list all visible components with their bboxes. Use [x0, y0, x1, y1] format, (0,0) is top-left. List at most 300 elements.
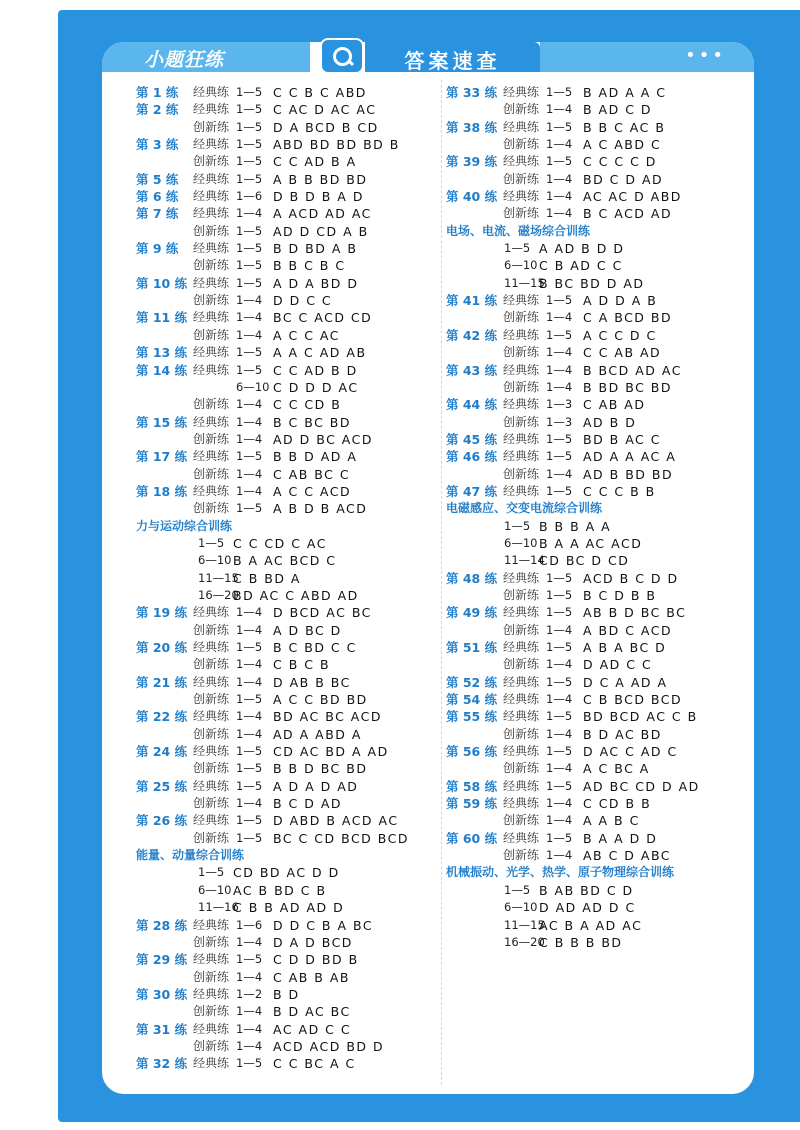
question-range: 1—5 [546, 85, 573, 99]
exercise-type: 创新练 [193, 830, 230, 845]
exercise-type: 经典练 [193, 917, 230, 932]
section-heading: 能量、动量综合训练 [136, 848, 245, 863]
answer-keys: B BD BC BD [583, 379, 672, 395]
exercise-type: 经典练 [503, 397, 540, 412]
question-range: 1—4 [236, 969, 263, 984]
exercise-type: 经典练 [193, 1056, 230, 1071]
exercise-type: 经典练 [503, 692, 540, 707]
answer-row [446, 674, 751, 691]
exercise-number: 第 14 练 [136, 362, 188, 378]
answer-row [136, 622, 436, 639]
answer-row [446, 379, 751, 396]
question-range: 1—5 [504, 518, 531, 533]
question-range: 16—20 [504, 934, 545, 949]
exercise-type: 创新练 [503, 761, 540, 776]
answer-row [446, 101, 751, 118]
answer-row [446, 882, 751, 899]
section-heading: 电磁感应、交变电流综合训练 [446, 501, 603, 516]
exercise-type: 创新练 [193, 223, 230, 238]
question-range: 1—5 [546, 449, 573, 464]
question-range: 1—5 [236, 154, 263, 169]
question-range: 1—4 [236, 483, 263, 498]
answer-row [446, 84, 751, 101]
question-range: 1—5 [236, 85, 263, 99]
exercise-type: 经典练 [193, 137, 230, 152]
question-range: 1—5 [236, 761, 263, 776]
exercise-type: 创新练 [193, 969, 230, 984]
exercise-type: 经典练 [503, 431, 540, 446]
exercise-type: 创新练 [503, 587, 540, 602]
exercise-type: 创新练 [503, 206, 540, 221]
exercise-number: 第 5 练 [136, 171, 179, 187]
exercise-number: 第 13 练 [136, 345, 188, 361]
answer-row [446, 257, 751, 274]
question-range: 1—5 [236, 119, 263, 134]
answer-row [136, 778, 436, 795]
exercise-number: 第 39 练 [446, 154, 498, 170]
answer-keys: A D A BD D [273, 275, 359, 291]
exercise-number: 第 48 练 [446, 570, 498, 586]
question-range: 1—5 [236, 102, 263, 117]
header-right-band [540, 42, 754, 72]
question-range: 1—4 [546, 189, 573, 204]
answer-keys: B C BC BD [273, 414, 352, 430]
answer-row [136, 136, 436, 153]
answer-keys: C C C B B [583, 483, 656, 499]
question-range: 1—5 [236, 813, 263, 828]
exercise-number: 第 10 练 [136, 275, 188, 291]
answer-keys: AC B A AD AC [539, 917, 643, 933]
question-range: 1—4 [236, 466, 263, 481]
exercise-type: 经典练 [503, 830, 540, 845]
answer-keys: B A A D D [583, 830, 658, 846]
answer-row [136, 327, 436, 344]
answer-keys: CD BC D CD [539, 553, 630, 569]
exercise-type: 创新练 [503, 171, 540, 186]
exercise-number: 第 33 练 [446, 85, 498, 100]
answer-row [136, 899, 436, 916]
answer-row [136, 552, 436, 569]
exercise-type: 经典练 [503, 605, 540, 620]
answer-row [136, 864, 436, 881]
exercise-type: 经典练 [503, 778, 540, 793]
answer-keys: A D BC D [273, 622, 342, 638]
question-range: 1—4 [546, 310, 573, 325]
answer-row [136, 882, 436, 899]
exercise-type: 创新练 [193, 397, 230, 412]
answer-row [136, 257, 436, 274]
exercise-number: 第 22 练 [136, 709, 188, 725]
answer-keys: C D D D AC [273, 379, 359, 395]
answer-row [136, 205, 436, 222]
answer-keys: D AC C AD C [583, 744, 678, 760]
answer-row [136, 1021, 436, 1038]
question-range: 1—5 [236, 345, 263, 360]
exercise-number: 第 26 练 [136, 813, 188, 829]
answer-keys: A C BC A [583, 761, 650, 777]
question-range: 1—4 [236, 397, 263, 412]
answer-row [136, 587, 436, 604]
answer-keys: C AB AD [583, 397, 646, 413]
answer-keys: C B BD A [233, 570, 301, 586]
question-range: 1—5 [236, 501, 263, 516]
exercise-number: 第 46 练 [446, 449, 498, 465]
question-range: 1—5 [236, 171, 263, 186]
answer-keys: C C CD B [273, 397, 342, 413]
question-range: 1—5 [546, 587, 573, 602]
answer-keys: B B B A A [539, 518, 612, 534]
answer-keys: A A B C [583, 813, 640, 829]
answer-keys: BD C D AD [583, 171, 664, 187]
answer-keys: C C CD C AC [233, 535, 327, 551]
exercise-number: 第 24 练 [136, 744, 188, 760]
question-range: 11—14 [504, 553, 545, 568]
answer-keys: AD D BC ACD [273, 431, 373, 447]
exercise-type: 创新练 [193, 431, 230, 446]
question-range: 1—4 [546, 345, 573, 360]
exercise-type: 创新练 [503, 102, 540, 117]
exercise-type: 经典练 [193, 102, 230, 117]
exercise-type: 经典练 [503, 362, 540, 377]
question-range: 1—5 [236, 223, 263, 238]
answer-keys: B BCD AD AC [583, 362, 682, 378]
exercise-type: 创新练 [193, 622, 230, 637]
question-range: 1—5 [236, 137, 263, 152]
header-title-tab [365, 42, 540, 72]
exercise-type: 经典练 [193, 85, 230, 99]
exercise-type: 创新练 [193, 1038, 230, 1053]
answer-row [136, 240, 436, 257]
answer-row [446, 119, 751, 136]
answer-row [446, 292, 751, 309]
question-range: 1—5 [546, 709, 573, 724]
answer-keys: AB B D BC BC [583, 605, 687, 621]
answer-row [136, 691, 436, 708]
question-range: 1—5 [504, 241, 531, 256]
answer-keys: D D C C [273, 293, 333, 309]
exercise-type: 经典练 [193, 640, 230, 654]
exercise-type: 经典练 [193, 414, 230, 429]
answer-keys: D AD C C [583, 657, 653, 673]
answer-row [446, 327, 751, 344]
answer-keys: D A D BCD [273, 934, 353, 950]
answer-keys: B C BD C C [273, 640, 357, 655]
question-range: 1—5 [546, 483, 573, 498]
question-range: 1—4 [546, 813, 573, 828]
exercise-type: 经典练 [503, 327, 540, 342]
exercise-type: 经典练 [503, 709, 540, 724]
question-range: 1—4 [236, 1004, 263, 1019]
exercise-type: 创新练 [503, 726, 540, 741]
answer-row [446, 518, 751, 535]
exercise-number: 第 47 练 [446, 483, 498, 499]
answer-row [136, 535, 436, 552]
answer-row [446, 812, 751, 829]
answer-row [446, 656, 751, 673]
answer-row [446, 240, 751, 257]
question-range: 1—4 [546, 796, 573, 811]
exercise-type: 创新练 [193, 796, 230, 811]
exercise-number: 第 59 练 [446, 796, 498, 812]
answer-row [446, 309, 751, 326]
answer-row [136, 708, 436, 725]
answer-row [136, 483, 436, 500]
exercise-type: 创新练 [193, 761, 230, 776]
answer-keys: A C C BD BD [273, 692, 368, 708]
answer-keys: B B D AD A [273, 449, 358, 465]
answer-keys: C CD B B [583, 796, 652, 812]
exercise-type: 经典练 [193, 952, 230, 967]
answer-keys: CD AC BD A AD [273, 744, 389, 760]
exercise-type: 经典练 [503, 570, 540, 585]
exercise-number: 第 49 练 [446, 605, 498, 621]
exercise-number: 第 55 练 [446, 709, 498, 725]
exercise-number: 第 25 练 [136, 778, 188, 794]
answer-keys: B D AC BC [273, 1004, 351, 1020]
exercise-type: 创新练 [503, 379, 540, 394]
answer-row [446, 830, 751, 847]
answer-row [446, 448, 751, 465]
exercise-type: 创新练 [503, 813, 540, 828]
answer-row [136, 639, 436, 656]
exercise-number: 第 28 练 [136, 917, 188, 933]
exercise-number: 第 30 练 [136, 986, 188, 1002]
answer-row [136, 743, 436, 760]
answer-keys: BD AC BC ACD [273, 709, 382, 725]
answer-row [446, 760, 751, 777]
question-range: 1—4 [546, 761, 573, 776]
exercise-number: 第 44 练 [446, 397, 498, 413]
answer-keys: B D [273, 986, 300, 1002]
answer-keys: A C C D C [583, 327, 657, 343]
question-range: 1—4 [546, 848, 573, 863]
answer-column-left [136, 84, 436, 1073]
answer-keys: D AB B BC [273, 674, 351, 690]
answer-row [136, 188, 436, 205]
answer-keys: C AB B AB [273, 969, 350, 985]
answer-keys: C C BC A C [273, 1056, 356, 1072]
exercise-type: 经典练 [193, 674, 230, 689]
exercise-type: 经典练 [193, 605, 230, 620]
exercise-type: 创新练 [193, 293, 230, 308]
page-title: 答案速查 [404, 49, 501, 73]
exercise-number: 第 58 练 [446, 778, 498, 794]
exercise-type: 创新练 [193, 466, 230, 481]
question-range: 1—4 [236, 414, 263, 429]
answer-keys: A AD B D D [539, 241, 625, 257]
exercise-number: 第 2 练 [136, 102, 179, 118]
answer-keys: A BD C ACD [583, 622, 673, 638]
answer-keys: B AD A A C [583, 85, 667, 100]
question-range: 1—4 [546, 137, 573, 152]
question-range: 1—4 [546, 379, 573, 394]
answer-row [136, 153, 436, 170]
answer-row [136, 119, 436, 136]
exercise-type: 经典练 [503, 796, 540, 811]
answer-keys: C A BCD BD [583, 310, 673, 326]
question-range: 1—4 [236, 796, 263, 811]
answer-row [136, 309, 436, 326]
answer-keys: C B B AD AD D [233, 900, 345, 916]
answer-keys: B B D BC BD [273, 761, 368, 777]
answer-keys: AD D CD A B [273, 223, 369, 239]
exercise-number: 第 29 练 [136, 952, 188, 968]
question-range: 1—4 [546, 726, 573, 741]
answer-row [136, 1038, 436, 1055]
answer-row [446, 934, 751, 951]
answer-row [136, 812, 436, 829]
question-range: 1—5 [236, 744, 263, 759]
exercise-number: 第 60 练 [446, 830, 498, 846]
exercise-type: 经典练 [193, 206, 230, 221]
answer-keys: ACD B C D D [583, 570, 679, 586]
answer-row [446, 917, 751, 934]
question-range: 1—4 [546, 622, 573, 637]
answer-keys: C AB BC C [273, 466, 351, 482]
question-range: 1—4 [236, 657, 263, 672]
answer-keys: B C D B B [583, 587, 657, 603]
question-range: 1—4 [546, 171, 573, 186]
question-range: 1—5 [546, 570, 573, 585]
exercise-type: 创新练 [193, 726, 230, 741]
answer-row [136, 379, 436, 396]
answer-keys: B D BD A B [273, 241, 358, 257]
answer-row [446, 639, 751, 656]
answer-row [446, 795, 751, 812]
question-range: 1—4 [236, 622, 263, 637]
brand-title: 小题狂练 [144, 49, 225, 71]
question-range: 1—3 [546, 397, 573, 412]
answer-row [136, 674, 436, 691]
question-range: 1—6 [236, 917, 263, 932]
answer-keys: B C ACD AD [583, 206, 673, 222]
question-range: 1—6 [236, 189, 263, 204]
answer-row [136, 344, 436, 361]
exercise-type: 经典练 [503, 154, 540, 169]
exercise-type: 创新练 [503, 466, 540, 481]
answer-keys: AD B D [583, 414, 637, 430]
answer-keys: C AC D AC AC [273, 102, 377, 118]
answer-keys: ACD ACD BD D [273, 1038, 385, 1054]
answer-keys: C B B B BD [539, 934, 623, 950]
exercise-type: 经典练 [193, 362, 230, 377]
answer-keys: A ACD AD AC [273, 206, 372, 222]
answer-keys: ABD BD BD BD B [273, 137, 400, 153]
answer-row [136, 275, 436, 292]
question-range: 1—5 [236, 640, 263, 654]
exercise-number: 第 43 练 [446, 362, 498, 378]
answer-row [136, 1055, 436, 1072]
section-heading: 电场、电流、磁场综合训练 [446, 223, 591, 238]
answer-row [136, 656, 436, 673]
answer-keys: BC C CD BCD BCD [273, 830, 409, 846]
answer-row [136, 934, 436, 951]
exercise-type: 经典练 [503, 449, 540, 464]
exercise-type: 经典练 [193, 171, 230, 186]
question-range: 1—5 [546, 778, 573, 793]
answer-keys: AD A ABD A [273, 726, 362, 742]
question-range: 6—10 [504, 900, 538, 915]
answer-row [446, 344, 751, 361]
answer-row [446, 570, 751, 587]
answer-keys: A B A BC D [583, 640, 667, 655]
question-range: 1—5 [546, 640, 573, 654]
question-range: 6—10 [198, 553, 232, 568]
answer-row [446, 275, 751, 292]
question-range: 1—3 [546, 414, 573, 429]
answer-keys: C C AB AD [583, 345, 662, 361]
question-range: 11—15 [198, 570, 239, 585]
exercise-number: 第 52 练 [446, 674, 498, 690]
answer-row [446, 466, 751, 483]
answer-keys: A C C AC [273, 327, 340, 343]
exercise-type: 经典练 [193, 778, 230, 793]
exercise-number: 第 1 练 [136, 85, 179, 100]
answer-row [446, 153, 751, 170]
answer-row [136, 448, 436, 465]
exercise-number: 第 54 练 [446, 692, 498, 708]
answer-keys: B D AC BD [583, 726, 662, 742]
answer-row [136, 795, 436, 812]
answer-row [446, 622, 751, 639]
answer-row [136, 101, 436, 118]
exercise-type: 经典练 [193, 449, 230, 464]
answer-keys: AC B BD C B [233, 882, 327, 898]
answer-row [136, 969, 436, 986]
exercise-number: 第 31 练 [136, 1021, 188, 1037]
answer-keys: A B D B ACD [273, 501, 368, 517]
question-range: 1—5 [236, 275, 263, 290]
answer-row [136, 362, 436, 379]
answer-keys: C B AD C C [539, 258, 623, 274]
answer-row [136, 604, 436, 621]
exercise-type: 经典练 [193, 345, 230, 360]
answer-row [446, 136, 751, 153]
question-range: 1—5 [546, 327, 573, 342]
exercise-type: 经典练 [193, 241, 230, 256]
answer-keys: AB C D ABC [583, 848, 672, 864]
answer-row [136, 830, 436, 847]
exercise-number: 第 21 练 [136, 674, 188, 690]
answer-row [446, 188, 751, 205]
answer-row [136, 1003, 436, 1020]
answer-keys: A C C ACD [273, 483, 352, 499]
question-range: 1—4 [546, 206, 573, 221]
question-range: 1—4 [236, 726, 263, 741]
answer-row [136, 292, 436, 309]
exercise-type: 经典练 [503, 119, 540, 134]
exercise-type: 创新练 [193, 258, 230, 273]
answer-row [446, 691, 751, 708]
question-range: 1—5 [546, 830, 573, 845]
answer-row [136, 986, 436, 1003]
question-range: 1—5 [546, 605, 573, 620]
answer-row [446, 414, 751, 431]
answer-keys: C C B C ABD [273, 85, 367, 100]
exercise-type: 经典练 [193, 310, 230, 325]
exercise-type: 创新练 [193, 934, 230, 949]
answer-keys: B A A AC ACD [539, 535, 643, 551]
answer-keys: CD BD AC D D [233, 865, 340, 881]
question-range: 1—5 [236, 241, 263, 256]
answer-row [446, 362, 751, 379]
exercise-type: 经典练 [503, 189, 540, 204]
exercise-type: 创新练 [503, 848, 540, 863]
exercise-type: 经典练 [503, 85, 540, 99]
exercise-number: 第 41 练 [446, 293, 498, 309]
answer-row [136, 726, 436, 743]
question-range: 1—5 [546, 431, 573, 446]
